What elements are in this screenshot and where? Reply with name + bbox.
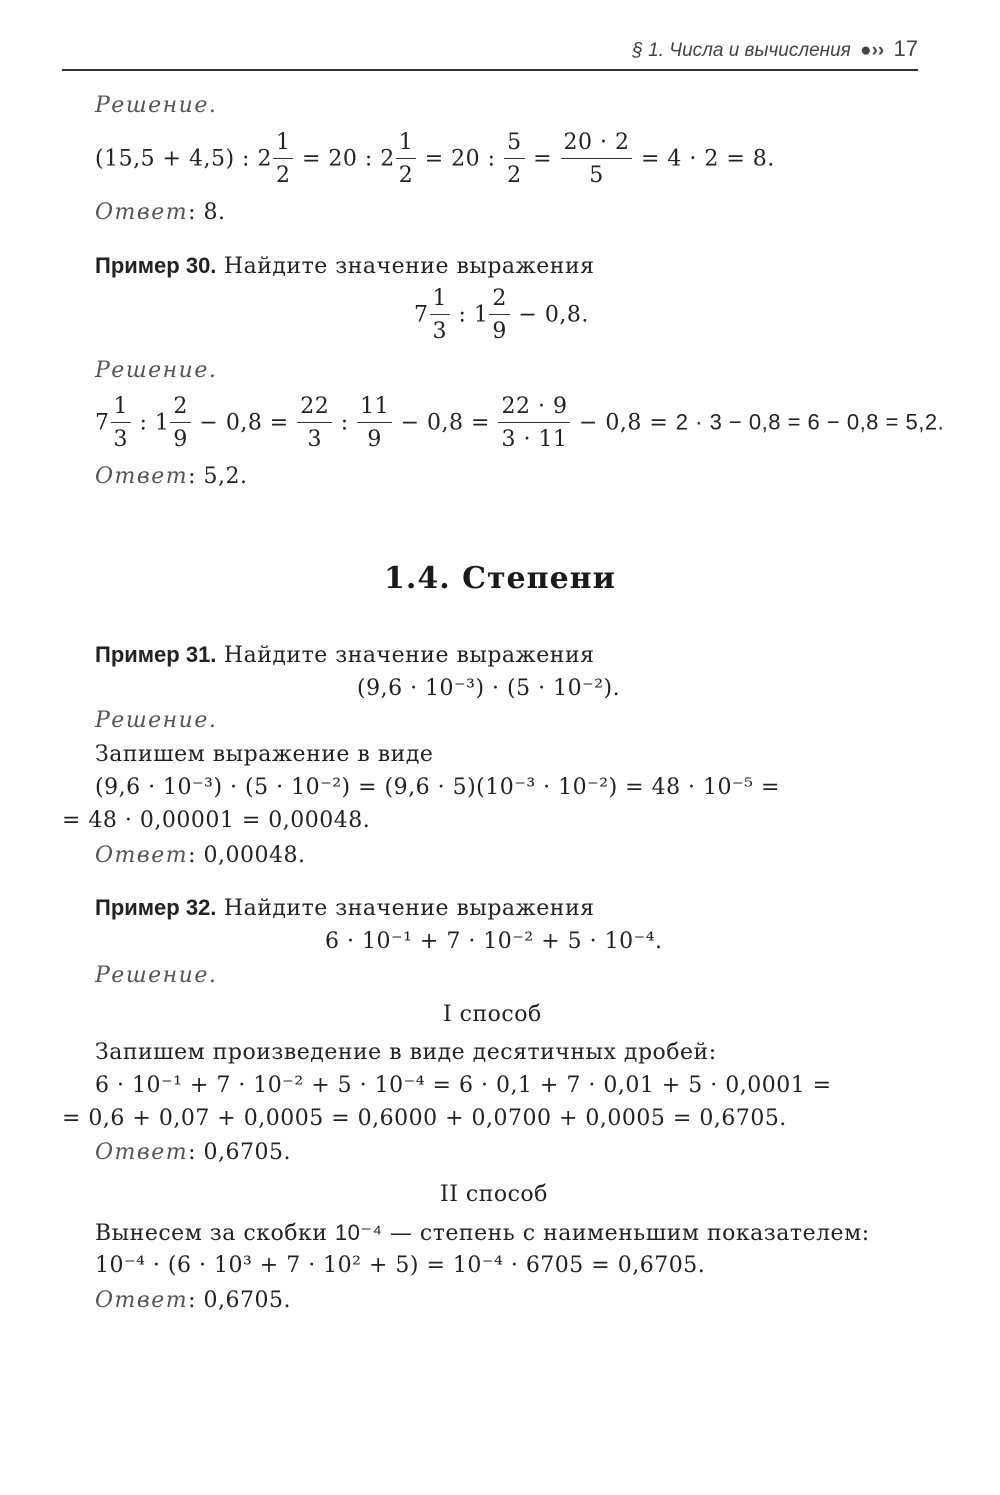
solution-label-31: Решение.: [95, 708, 218, 733]
fraction: $\frac{2}{9}$: [489, 288, 510, 343]
method-2-title: II способ: [440, 1182, 548, 1207]
fraction: $\frac{2}{9}$: [170, 396, 191, 451]
example-text: Найдите значение выражения: [216, 254, 595, 279]
example-label: Пример 30.: [95, 253, 217, 278]
section-title: 1.4. Степени: [384, 561, 616, 596]
eq-part: = 4 · 2 = 8.: [633, 146, 775, 172]
answer-32-method-2: [95, 1288, 291, 1313]
answer-31: [95, 843, 305, 868]
answer-value: : 0,6705.: [188, 1288, 291, 1313]
header-rule: [62, 69, 918, 71]
answer-label: Ответ: [95, 1288, 189, 1313]
fraction: $\frac{22 \cdot 9}{3 \cdot 11}$: [498, 396, 570, 451]
fraction: $\frac{11}{9}$: [357, 396, 392, 451]
answer-value: : 8.: [188, 200, 226, 225]
example-label: Пример 32.: [95, 895, 217, 920]
example-31-expression: (9,6 · 10⁻³) · (5 · 10⁻²).: [357, 676, 621, 701]
method-1-line2: 6 · 10⁻¹ + 7 · 10⁻² + 5 · 10⁻⁴ = 6 · 0,1 + 7 · 0,01 + 5 · 0,0001 =: [95, 1073, 832, 1098]
eq-part: =: [525, 146, 560, 172]
example-30-heading: [95, 253, 595, 279]
answer-value: : 5,2.: [188, 464, 248, 489]
answer-30: [95, 464, 247, 489]
fraction: $\frac{5}{2}$: [504, 132, 525, 187]
eq-part: = 20 :: [417, 146, 504, 172]
answer-32-method-1: [95, 1140, 291, 1165]
fraction: $\frac{1}{3}$: [111, 396, 132, 451]
running-header: [632, 36, 918, 62]
method-1-line3: = 0,6 + 0,07 + 0,0005 = 0,6000 + 0,0700 + 0,0005 = 0,6705.: [62, 1106, 787, 1131]
answer-value: : 0,00048.: [188, 843, 306, 868]
example-32-expression: 6 · 10⁻¹ + 7 · 10⁻² + 5 · 10⁻⁴.: [325, 929, 663, 954]
example-31-line3: = 48 · 0,00001 = 0,00048.: [62, 808, 371, 833]
example-31-line2: (9,6 · 10⁻³) · (5 · 10⁻²) = (9,6 · 5)(10⁻³ · 10⁻²) = 48 · 10⁻⁵ =: [95, 775, 780, 800]
example-32-heading: [95, 895, 595, 921]
fraction: $\frac{1}{2}$: [396, 132, 417, 187]
equation-block1: [95, 132, 775, 187]
answer-label: Ответ: [95, 1140, 189, 1165]
method-1-line1: Запишем произведение в виде десятичных дробей:: [95, 1040, 717, 1065]
answer-value: : 0,6705.: [188, 1140, 291, 1165]
fraction: $\frac{22}{3}$: [297, 396, 332, 451]
method-1-title: I способ: [443, 1002, 542, 1027]
answer-1: [95, 200, 226, 225]
fraction: $\frac{20 \cdot 2}{5}$: [561, 132, 633, 187]
solution-label-32: Решение.: [95, 963, 218, 988]
fraction: $\frac{1}{3}$: [430, 288, 451, 343]
example-text: Найдите значение выражения: [216, 643, 595, 668]
example-30-solution: 7 $\frac{1}{3}$ : 1 $\frac{2}{9}$ − 0,8 = $\frac{22}{3}$ : $\frac{11}{9}$ − 0,8 = $\frac{22 \cdot 9}{3 \cdot 11}$ − 0,8 = 2 · 3 − 0,8 = 6 − 0,8 = 5,2.: [95, 394, 945, 452]
solution-label-1: Решение.: [95, 93, 218, 118]
example-31-line1: Запишем выражение в виде: [95, 742, 434, 767]
answer-label: Ответ: [95, 843, 189, 868]
method-2-line2: 10⁻⁴ · (6 · 10³ + 7 · 10² + 5) = 10⁻⁴ · 6705 = 0,6705.: [95, 1253, 706, 1278]
header-section: § 1. Числа и вычисления: [632, 40, 851, 61]
page-number: 17: [893, 36, 918, 61]
example-label: Пример 31.: [95, 642, 217, 667]
example-30-expression: 7 $\frac{1}{3}$ : 1 $\frac{2}{9}$ − 0,8.: [414, 286, 589, 344]
answer-label: Ответ: [95, 464, 189, 489]
eq-part: (15,5 + 4,5) : 2: [95, 146, 272, 172]
answer-label: Ответ: [95, 200, 189, 225]
example-31-heading: [95, 642, 595, 668]
fraction: $\frac{1}{2}$: [273, 132, 294, 187]
example-text: Найдите значение выражения: [216, 896, 595, 921]
header-dots: ●››: [860, 40, 885, 61]
method-2-line1: Вынесем за скобки 10⁻⁴ — степень с наименьшим показателем:: [95, 1220, 870, 1246]
solution-label-30: Решение.: [95, 358, 218, 383]
eq-part: = 20 : 2: [294, 146, 395, 172]
